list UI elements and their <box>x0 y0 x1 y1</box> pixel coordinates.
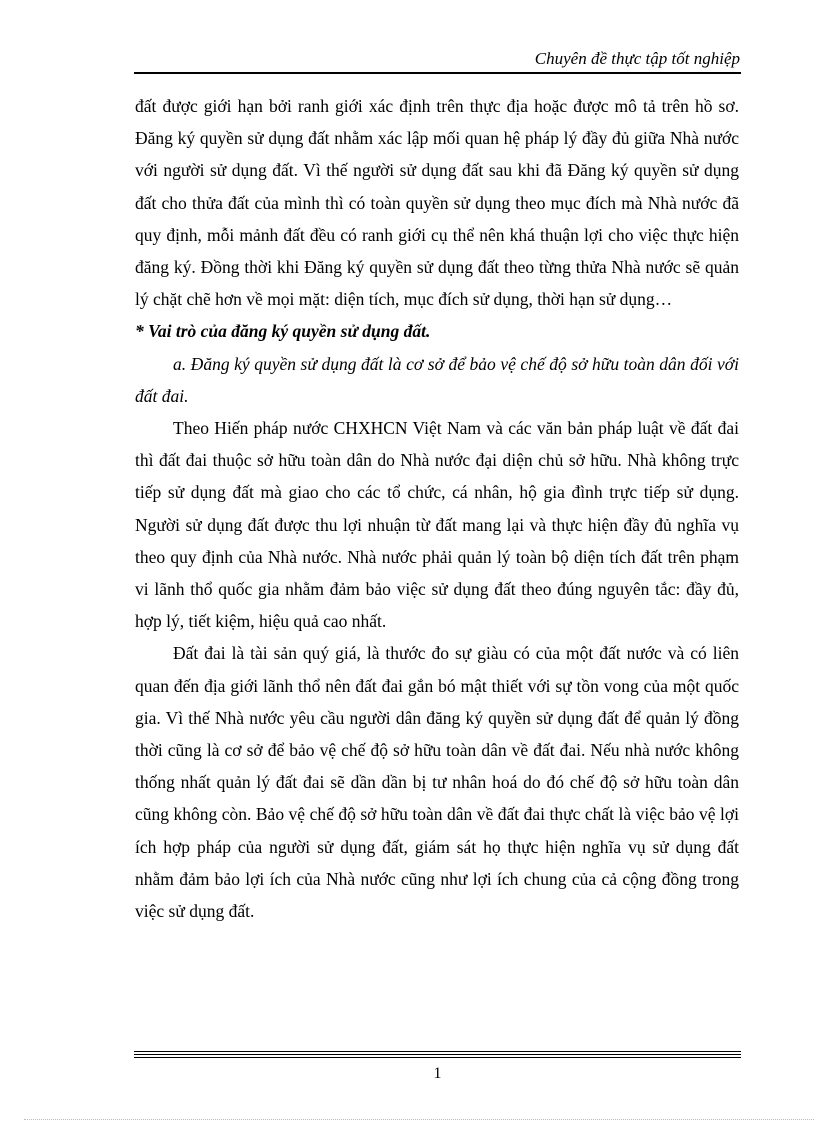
header-rule <box>134 72 741 74</box>
running-header-title: Chuyên đề thực tập tốt nghiệp <box>534 49 740 68</box>
footer-rule-bottom <box>134 1057 741 1058</box>
document-body <box>135 90 739 927</box>
footer-rule-top <box>134 1051 741 1052</box>
page-number: 1 <box>433 1065 442 1082</box>
paragraph-continuation: đất được giới hạn bởi ranh giới xác định trên thực địa hoặc được mô tả trên hồ sơ. Đăng ký quyền sử dụng đất nhằm xác lập mối quan hệ pháp lý đầy đủ giữa Nhà nước với người sử dụng đất. Vì thế người sử dụng đất sau khi đã Đăng ký quyền sử dụng đất cho thửa đất của mình thì có toàn quyền sử dụng theo mục đích mà Nhà nước đã quy định, mỗi mảnh đất đều có ranh giới cụ thể nên khá thuận lợi cho việc thực hiện đăng ký. Đồng thời khi Đăng ký quyền sử dụng đất theo từng thửa Nhà nước sẽ quản lý chặt chẽ hơn về mọi mặt: diện tích, mục đích sử dụng, thời hạn sử dụng… <box>135 96 739 310</box>
section-heading: * Vai trò của đăng ký quyền sử dụng đất. <box>135 321 431 342</box>
paragraph-land-asset: Đất đai là tài sản quý giá, là thước đo sự giàu có của một đất nước và có liên quan đến địa giới lãnh thổ nên đất đai gắn bó mật thiết với sự tồn vong của một quốc gia. Vì thế Nhà nước yêu cầu người dân đăng ký quyền sử dụng đất để quản lý đồng thời cũng là cơ sở để bảo vệ chế độ sở hữu toàn dân về đất đai. Nếu nhà nước không thống nhất quản lý đất đai sẽ dần dần bị tư nhân hoá do đó chế độ sở hữu toàn dân cũng không còn. Bảo vệ chế độ sở hữu toàn dân về đất đai thực chất là việc bảo vệ lợi ích hợp pháp của người sử dụng đất, giám sát họ thực hiện nghĩa vụ sử dụng đất nhằm đảm bảo lợi ích của Nhà nước cũng như lợi ích chung của cả cộng đồng trong việc sử dụng đất. <box>135 643 739 922</box>
paragraph-constitution: Theo Hiến pháp nước CHXHCN Việt Nam và các văn bản pháp luật về đất đai thì đất đai thuộc sở hữu toàn dân do Nhà nước đại diện chủ sở hữu. Nhà không trực tiếp sử dụng đất mà giao cho các tổ chức, cá nhân, hộ gia đình trực tiếp sử dụng. Người sử dụng đất được thu lợi nhuận từ đất mang lại và thực hiện đầy đủ nghĩa vụ theo quy định của Nhà nước. Nhà nước phải quản lý toàn bộ diện tích đất trên phạm vi lãnh thổ quốc gia nhằm đảm bảo việc sử dụng đất theo đúng nguyên tắc: đầy đủ, hợp lý, tiết kiệm, hiệu quả cao nhất. <box>135 418 739 632</box>
footer-rule-middle <box>134 1054 741 1055</box>
page-edge-dotted-line <box>24 1119 814 1120</box>
subheading-a: a. Đăng ký quyền sử dụng đất là cơ sở để bảo vệ chế độ sở hữu toàn dân đối với đất đai. <box>135 353 739 406</box>
